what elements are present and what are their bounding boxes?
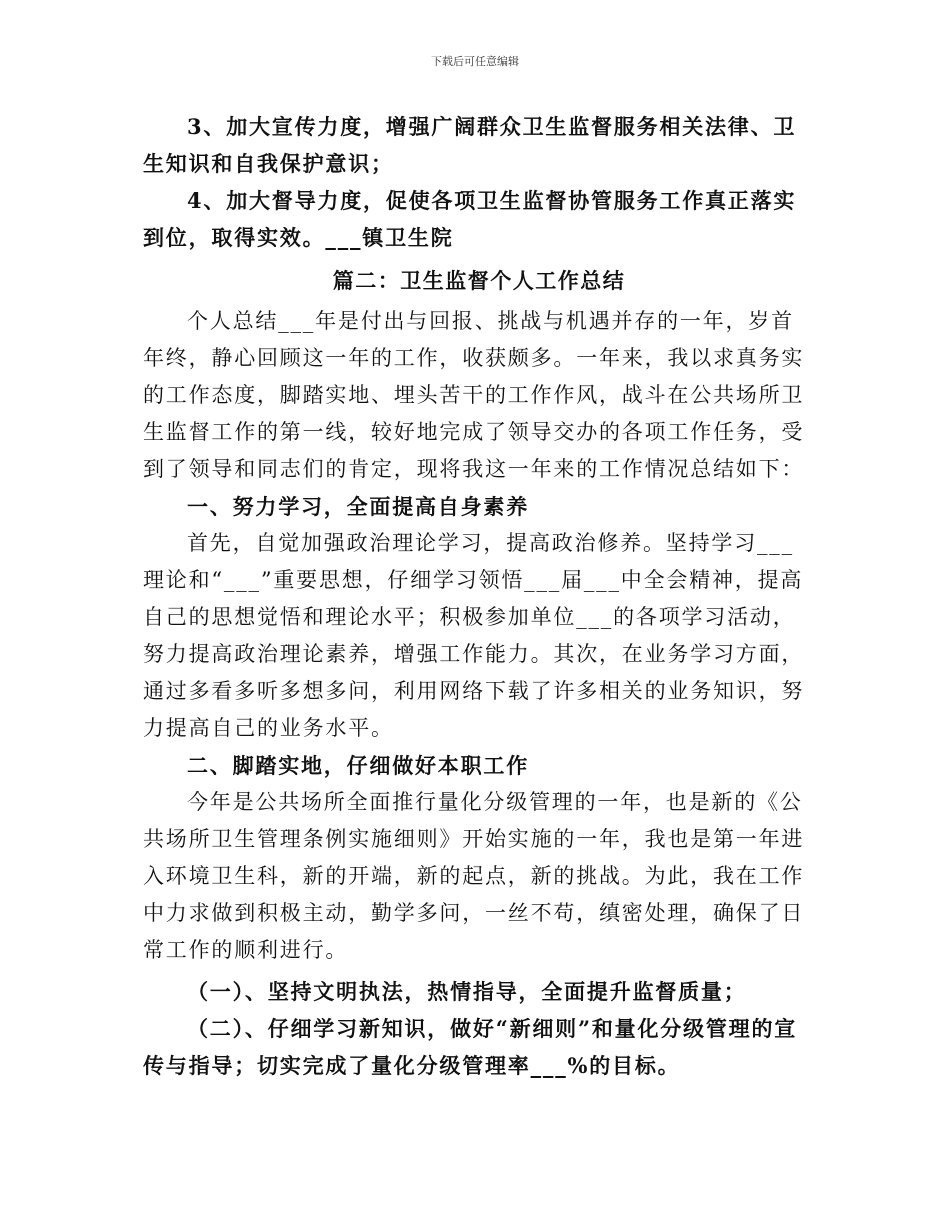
subheading-one: （一）、坚持文明执法，热情指导，全面提升监督质量；: [187, 979, 747, 1004]
subheading-two: （二）、仔细学习新知识，做好“新细则”和量化分级管理的宣传与指导；切实完成了量化分级管理率___%的目标。: [143, 1016, 798, 1078]
study-paragraph: 首先，自觉加强政治理论学习，提高政治修养。坚持学习___理论和“___”重要思想，仔细学习领悟___届___中全会精神，提高自己的思想觉悟和理论水平；积极参加单位___的各项学习活动，努力提高政治理论素养，增强工作能力。其次，在业务学习方面，通过多看多听多想多问，利用网络下载了许多相关的业务知识，努力提高自己的业务水平。: [143, 531, 805, 740]
header-note: 下载后可任意编辑: [431, 55, 519, 68]
section-title: 篇二：卫生监督个人工作总结: [332, 268, 626, 293]
document-body: [143, 108, 815, 1084]
intro-paragraph: 个人总结___年是付出与回报、挑战与机遇并存的一年，岁首年终，静心回顾这一年的工作，收获颇多。一年来，我以求真务实的工作态度，脚踏实地、埋头苦干的工作作风，战斗在公共场所卫生监督工作的第一线，较好地完成了领导交办的各项工作任务，受到了领导和同志们的肯定，现将我这一年来的工作情况总结如下：: [143, 309, 805, 481]
heading-work: 二、脚踏实地，仔细做好本职工作: [187, 753, 529, 778]
paragraph-item-3: 3、加大宣传力度，增强广阔群众卫生监督服务相关法律、卫生知识和自我保护意识；: [143, 114, 797, 176]
paragraph-item-4: 4、加大督导力度，促使各项卫生监督协管服务工作真正落实到位，取得实效。___镇卫生院: [143, 188, 797, 250]
heading-study: 一、努力学习，全面提高自身素养: [187, 494, 529, 519]
work-paragraph: 今年是公共场所全面推行量化分级管理的一年，也是新的《公共场所卫生管理条例实施细则》开始实施的一年，我也是第一年进入环境卫生科，新的开端，新的起点，新的挑战。为此，我在工作中力求做到积极主动，勤学多问，一丝不苟，缜密处理，确保了日常工作的顺利进行。: [143, 790, 805, 962]
